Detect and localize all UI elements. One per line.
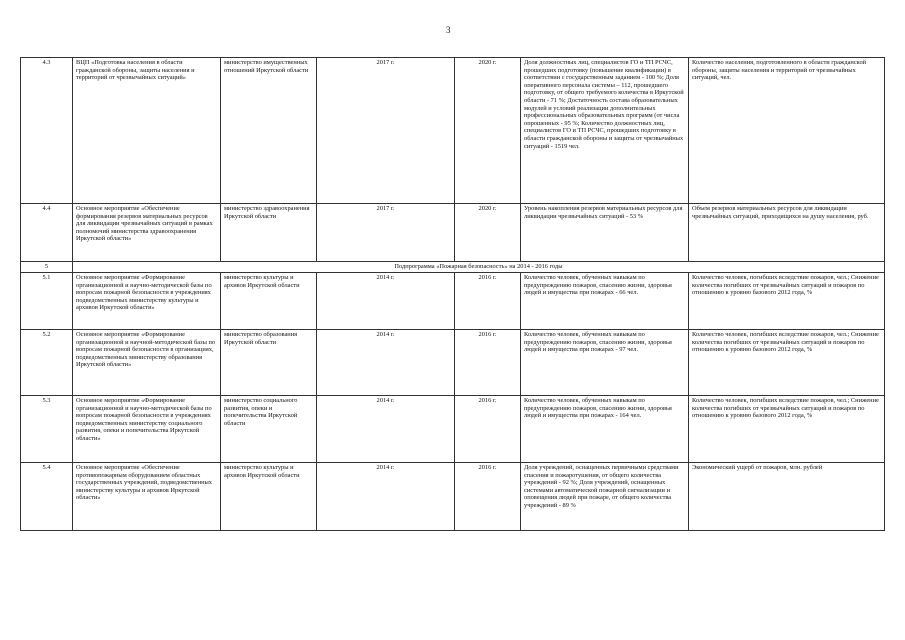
- row-number: 5.1: [21, 273, 73, 330]
- indicators: Доля должностных лиц, специалистов ГО и ТП РСЧС, прошедших подготовку (повышение квалификации) в соответствии с государственным заданием - 100 %; Доля оперативного персонала системы – 112, прошедшего подготовку, от общего требуемого количества в Иркутской области - 71 %; Достаточность состава образовательных модулей и условий реализации дополнительных профессиональных образовательных программ (от числа опрошенных - 95 %; Количество должностных лиц, специалистов ГО и ТП РСЧС, прошедших подготовку в области гражданской обороны и защиты от чрезвычайных ситуаций - 1519 чел.: [521, 58, 689, 204]
- row-number: 4.4: [21, 204, 73, 262]
- table-row: [21, 463, 885, 531]
- end-year: 2020 г.: [455, 58, 521, 204]
- measure-name: Основное мероприятие «Формирование организационной и научно-методической базы по вопросам пожарной безопасности в учреждениях подведомственных министерству культуры и архивов Иркутской области»: [73, 273, 221, 330]
- indicators: Уровень накопления резервов материальных ресурсов для ликвидации чрезвычайных ситуаций - 53 %: [521, 204, 689, 262]
- section-row: [21, 262, 885, 273]
- goal-indicator: Количество человек, погибших вследствие пожаров, чел.; Снижение количества погибших от чрезвычайных ситуаций и пожаров по отношению к уровню базового 2012 года, %: [689, 396, 885, 463]
- start-year: 2014 г.: [317, 330, 455, 396]
- table-row: [21, 58, 885, 204]
- goal-indicator: Экономический ущерб от пожаров, млн. рублей: [689, 463, 885, 531]
- table-row: [21, 330, 885, 396]
- indicators: Количество человек, обученных навыкам по предупреждению пожаров, спасению жизни, здоровья людей и имущества при пожарах - 164 чел.: [521, 396, 689, 463]
- measure-name: Основное мероприятие «Обеспечение формирования резервов материальных ресурсов для ликвидации чрезвычайных ситуаций в рамках полномочий министерства здравоохранения Иркутской области»: [73, 204, 221, 262]
- end-year: 2016 г.: [455, 330, 521, 396]
- end-year: 2016 г.: [455, 396, 521, 463]
- goal-indicator: Объем резервов материальных ресурсов для ликвидации чрезвычайных ситуаций, приходящихся на душу населения, руб.: [689, 204, 885, 262]
- start-year: 2014 г.: [317, 396, 455, 463]
- measure-name: Основное мероприятие «Формирование организационной и научной-методической базы по вопросам пожарной безопасности в организациях, подведомственных министерству образования Иркутской области»: [73, 330, 221, 396]
- row-number: 5.3: [21, 396, 73, 463]
- indicators: Количество человек, обученных навыкам по предупреждению пожаров, спасению жизни, здоровья людей и имущества при пожарах - 97 чел.: [521, 330, 689, 396]
- table-row: [21, 204, 885, 262]
- end-year: 2020 г.: [455, 204, 521, 262]
- indicators: Доля учреждений, оснащенных первичными средствами спасения и пожаротушения, от общего количества учреждений - 92 %; Доля учреждений, оснащенных системами автоматической пожарной сигнализации и оповещения людей при пожаре, от общего количества учреждений - 89 %: [521, 463, 689, 531]
- measure-name: Основное мероприятие «Обеспечение противопожарным оборудованием областных государственных учреждений, подведомственных министерству культуры и архивов Иркутской области»: [73, 463, 221, 531]
- program-table: [20, 57, 885, 531]
- table-row: [21, 396, 885, 463]
- table-row: [21, 273, 885, 330]
- end-year: 2016 г.: [455, 273, 521, 330]
- row-number: 5.2: [21, 330, 73, 396]
- executor: министерство здравоохранения Иркутской области: [221, 204, 317, 262]
- goal-indicator: Количество человек, погибших вследствие пожаров, чел.; Снижение количества погибших от чрезвычайных ситуаций и пожаров по отношению к уровню базового 2012 года, %: [689, 273, 885, 330]
- executor: министерство имущественных отношений Иркутской области: [221, 58, 317, 204]
- measure-name: ВЦП «Подготовка населения в области гражданской обороны, защиты населения и территорий от чрезвычайных ситуаций»: [73, 58, 221, 204]
- measure-name: Основное мероприятие «Формирование организационной и научно-методической базы по вопросам пожарной безопасности в учреждениях подведомственных министерству социального развития, опеки и попечительства Иркутской области»: [73, 396, 221, 463]
- page-number: 3: [446, 25, 451, 35]
- executor: министерство социального развития, опеки и попечительства Иркутской области: [221, 396, 317, 463]
- executor: министерство культуры и архивов Иркутской области: [221, 273, 317, 330]
- row-number: 4.3: [21, 58, 73, 204]
- end-year: 2016 г.: [455, 463, 521, 531]
- start-year: 2017 г.: [317, 58, 455, 204]
- executor: министерство образования Иркутской области: [221, 330, 317, 396]
- goal-indicator: Количество населения, подготовленного в области гражданской обороны, защиты населения и территорий от чрезвычайных ситуаций, чел.: [689, 58, 885, 204]
- section-title: Подпрограмма «Пожарная безопасность» на 2014 - 2016 годы: [73, 262, 885, 273]
- indicators: Количество человек, обученных навыкам по предупреждению пожаров, спасению жизни, здоровья людей и имущества при пожарах - 66 чел.: [521, 273, 689, 330]
- section-number: 5: [21, 262, 73, 273]
- start-year: 2014 г.: [317, 463, 455, 531]
- goal-indicator: Количество человек, погибших вследствие пожаров, чел.; Снижение количества погибших от чрезвычайных ситуаций и пожаров по отношению к уровню базового 2012 года, %: [689, 330, 885, 396]
- start-year: 2014 г.: [317, 273, 455, 330]
- start-year: 2017 г.: [317, 204, 455, 262]
- executor: министерство культуры и архивов Иркутской области: [221, 463, 317, 531]
- row-number: 5.4: [21, 463, 73, 531]
